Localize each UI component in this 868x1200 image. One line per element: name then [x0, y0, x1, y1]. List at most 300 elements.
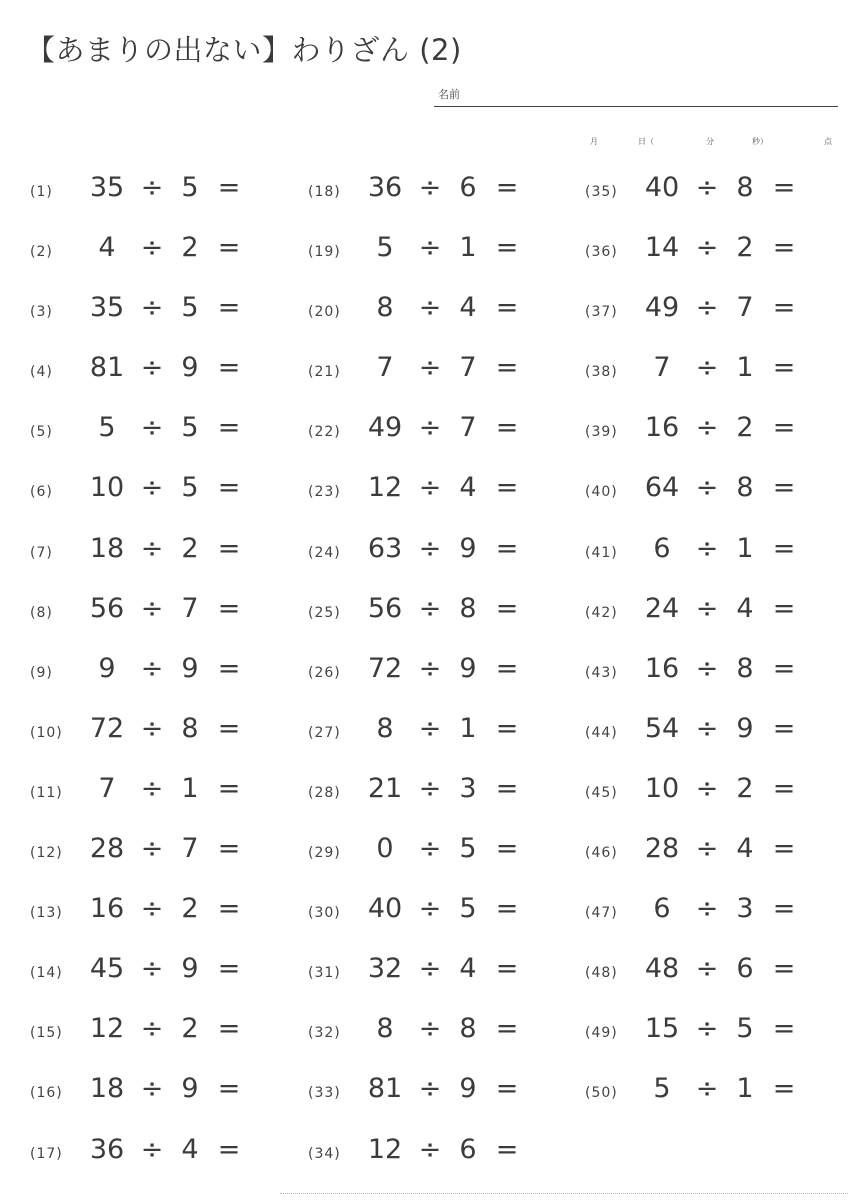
dividend: 12 [89, 1013, 125, 1045]
problem-number: (29) [308, 845, 341, 862]
problem-number: (22) [308, 424, 341, 441]
division-problem [585, 643, 855, 703]
division-sign: ÷ [140, 352, 164, 384]
division-sign: ÷ [140, 772, 164, 804]
dividend: 56 [367, 592, 403, 624]
divisor: 2 [181, 1013, 199, 1045]
equals-sign: = [495, 953, 519, 985]
problem-number: (48) [585, 965, 618, 982]
equals-sign: = [217, 652, 241, 684]
divisor: 8 [181, 712, 199, 744]
problem-number: (9) [30, 664, 53, 681]
division-sign: ÷ [418, 292, 442, 324]
division-problem [308, 1063, 578, 1123]
division-sign: ÷ [140, 532, 164, 564]
division-problem [308, 823, 578, 883]
equals-sign: = [217, 232, 241, 264]
division-problem [308, 943, 578, 1003]
division-sign: ÷ [695, 1013, 719, 1045]
dividend: 12 [367, 472, 403, 504]
dividend: 0 [376, 833, 394, 865]
minute-label: 分 [706, 137, 714, 146]
equals-sign: = [217, 833, 241, 865]
division-sign: ÷ [695, 833, 719, 865]
division-problem [30, 1124, 300, 1184]
equals-sign: = [495, 652, 519, 684]
equals-sign: = [772, 232, 796, 264]
equals-sign: = [217, 893, 241, 925]
dividend: 16 [644, 412, 680, 444]
dividend: 5 [653, 1073, 671, 1105]
score-label: 点 [824, 137, 832, 146]
divisor: 4 [736, 592, 754, 624]
dividend: 9 [98, 652, 116, 684]
date-time-score-row [580, 136, 850, 150]
divisor: 5 [181, 292, 199, 324]
problem-number: (28) [308, 784, 341, 801]
equals-sign: = [772, 833, 796, 865]
division-problem [30, 763, 300, 823]
division-problem [308, 282, 578, 342]
problem-number: (21) [308, 364, 341, 381]
dividend: 18 [89, 1073, 125, 1105]
dividend: 36 [89, 1133, 125, 1165]
equals-sign: = [772, 652, 796, 684]
division-sign: ÷ [695, 953, 719, 985]
division-problem [308, 1124, 578, 1184]
division-sign: ÷ [140, 232, 164, 264]
dividend: 24 [644, 592, 680, 624]
problem-number: (46) [585, 845, 618, 862]
name-label: 名前 [438, 88, 460, 101]
dividend: 49 [644, 292, 680, 324]
divisor: 4 [459, 472, 477, 504]
dividend: 12 [367, 1133, 403, 1165]
problem-number: (33) [308, 1085, 341, 1102]
equals-sign: = [495, 352, 519, 384]
equals-sign: = [772, 772, 796, 804]
equals-sign: = [495, 232, 519, 264]
division-sign: ÷ [418, 712, 442, 744]
division-problem [585, 763, 855, 823]
dividend: 54 [644, 712, 680, 744]
divisor: 9 [736, 712, 754, 744]
division-sign: ÷ [418, 953, 442, 985]
equals-sign: = [772, 352, 796, 384]
division-problem [30, 823, 300, 883]
equals-sign: = [217, 472, 241, 504]
dividend: 28 [644, 833, 680, 865]
problem-number: (8) [30, 604, 53, 621]
divisor: 1 [459, 232, 477, 264]
divisor: 1 [736, 352, 754, 384]
divisor: 1 [459, 712, 477, 744]
month-label: 月 [590, 137, 598, 146]
equals-sign: = [772, 592, 796, 624]
division-problem [585, 342, 855, 402]
divisor: 6 [736, 953, 754, 985]
dividend: 16 [89, 893, 125, 925]
problem-number: (23) [308, 484, 341, 501]
problem-number: (25) [308, 604, 341, 621]
divisor: 8 [459, 592, 477, 624]
divisor: 6 [459, 172, 477, 203]
division-sign: ÷ [140, 592, 164, 624]
equals-sign: = [495, 1073, 519, 1105]
equals-sign: = [217, 712, 241, 744]
problem-number: (7) [30, 544, 53, 561]
division-sign: ÷ [418, 592, 442, 624]
divisor: 4 [181, 1133, 199, 1165]
dividend: 18 [89, 532, 125, 564]
division-problem [308, 222, 578, 282]
dividend: 6 [653, 893, 671, 925]
dividend: 8 [376, 292, 394, 324]
divisor: 5 [181, 172, 199, 203]
divisor: 9 [181, 352, 199, 384]
problem-number: (30) [308, 905, 341, 922]
dividend: 35 [89, 172, 125, 203]
problem-number: (12) [30, 845, 63, 862]
division-sign: ÷ [418, 652, 442, 684]
problem-number: (24) [308, 544, 341, 561]
division-problem [30, 162, 300, 222]
problem-number: (6) [30, 484, 53, 501]
problem-column-1 [30, 162, 300, 1184]
dividend: 56 [89, 592, 125, 624]
dividend: 63 [367, 532, 403, 564]
dividend: 4 [98, 232, 116, 264]
equals-sign: = [772, 1013, 796, 1045]
dividend: 81 [367, 1073, 403, 1105]
equals-sign: = [772, 953, 796, 985]
division-problem [308, 763, 578, 823]
divisor: 5 [181, 472, 199, 504]
division-problem [308, 342, 578, 402]
division-sign: ÷ [140, 412, 164, 444]
equals-sign: = [495, 1013, 519, 1045]
dividend: 7 [653, 352, 671, 384]
division-sign: ÷ [140, 472, 164, 504]
problem-number: (45) [585, 784, 618, 801]
division-sign: ÷ [695, 592, 719, 624]
division-problem [30, 402, 300, 462]
problem-number: (20) [308, 304, 341, 321]
division-sign: ÷ [140, 652, 164, 684]
division-sign: ÷ [695, 772, 719, 804]
problem-number: (13) [30, 905, 63, 922]
dividend: 35 [89, 292, 125, 324]
division-problem [585, 703, 855, 763]
dividend: 48 [644, 953, 680, 985]
problem-number: (4) [30, 364, 53, 381]
divisor: 7 [459, 412, 477, 444]
equals-sign: = [495, 712, 519, 744]
division-sign: ÷ [418, 352, 442, 384]
divisor: 3 [736, 893, 754, 925]
problem-number: (37) [585, 304, 618, 321]
division-sign: ÷ [695, 412, 719, 444]
division-sign: ÷ [140, 292, 164, 324]
division-problem [30, 342, 300, 402]
division-problem [30, 462, 300, 522]
problem-number: (16) [30, 1085, 63, 1102]
equals-sign: = [495, 532, 519, 564]
problem-number: (2) [30, 244, 53, 261]
page-title: 【あまりの出ない】わりざん (2) [26, 33, 462, 67]
division-problem [30, 703, 300, 763]
divisor: 2 [736, 232, 754, 264]
division-problem [308, 703, 578, 763]
equals-sign: = [495, 412, 519, 444]
divisor: 4 [459, 292, 477, 324]
divisor: 5 [181, 412, 199, 444]
division-problem [585, 402, 855, 462]
division-sign: ÷ [695, 712, 719, 744]
division-problem [585, 162, 855, 222]
division-problem [585, 523, 855, 583]
dividend: 28 [89, 833, 125, 865]
division-sign: ÷ [418, 893, 442, 925]
division-sign: ÷ [695, 232, 719, 264]
problem-number: (47) [585, 905, 618, 922]
divisor: 8 [736, 472, 754, 504]
division-problem [585, 222, 855, 282]
divisor: 1 [736, 532, 754, 564]
division-sign: ÷ [695, 893, 719, 925]
divisor: 7 [181, 592, 199, 624]
divisor: 2 [181, 232, 199, 264]
problem-number: (39) [585, 424, 618, 441]
problem-number: (32) [308, 1025, 341, 1042]
divisor: 1 [181, 772, 199, 804]
division-sign: ÷ [140, 893, 164, 925]
division-problem [585, 1003, 855, 1063]
divisor: 2 [736, 772, 754, 804]
equals-sign: = [217, 1013, 241, 1045]
equals-sign: = [495, 472, 519, 504]
problem-number: (34) [308, 1145, 341, 1162]
division-problem [30, 282, 300, 342]
equals-sign: = [495, 292, 519, 324]
division-problem [30, 1003, 300, 1063]
equals-sign: = [772, 893, 796, 925]
division-problem [30, 583, 300, 643]
division-sign: ÷ [140, 1073, 164, 1105]
division-problem [30, 222, 300, 282]
division-problem [585, 282, 855, 342]
equals-sign: = [495, 772, 519, 804]
problem-number: (5) [30, 424, 53, 441]
dividend: 72 [367, 652, 403, 684]
problem-number: (27) [308, 724, 341, 741]
equals-sign: = [495, 833, 519, 865]
division-sign: ÷ [418, 532, 442, 564]
division-sign: ÷ [695, 292, 719, 324]
divisor: 7 [736, 292, 754, 324]
divisor: 7 [459, 352, 477, 384]
equals-sign: = [217, 172, 241, 203]
name-field[interactable] [434, 84, 838, 107]
division-sign: ÷ [140, 1133, 164, 1165]
division-problem [585, 823, 855, 883]
divisor: 9 [181, 652, 199, 684]
dividend: 5 [376, 232, 394, 264]
equals-sign: = [772, 1073, 796, 1105]
equals-sign: = [217, 772, 241, 804]
division-problem [308, 162, 578, 222]
division-problem [585, 943, 855, 1003]
problem-number: (3) [30, 304, 53, 321]
divisor: 9 [459, 1073, 477, 1105]
dividend: 21 [367, 772, 403, 804]
division-sign: ÷ [140, 1013, 164, 1045]
equals-sign: = [495, 172, 519, 203]
equals-sign: = [217, 953, 241, 985]
equals-sign: = [217, 1073, 241, 1105]
division-problem [30, 883, 300, 943]
divisor: 2 [736, 412, 754, 444]
divisor: 9 [459, 532, 477, 564]
footer-divider [280, 1193, 848, 1198]
dividend: 10 [89, 472, 125, 504]
equals-sign: = [217, 1133, 241, 1165]
problem-number: (41) [585, 544, 618, 561]
division-sign: ÷ [140, 833, 164, 865]
dividend: 7 [98, 772, 116, 804]
division-sign: ÷ [140, 712, 164, 744]
divisor: 5 [459, 833, 477, 865]
problem-number: (50) [585, 1085, 618, 1102]
division-sign: ÷ [418, 1133, 442, 1165]
divisor: 2 [181, 532, 199, 564]
divisor: 8 [736, 652, 754, 684]
equals-sign: = [217, 592, 241, 624]
dividend: 14 [644, 232, 680, 264]
division-problem [308, 643, 578, 703]
problem-number: (14) [30, 965, 63, 982]
problem-column-2 [308, 162, 578, 1184]
dividend: 72 [89, 712, 125, 744]
dividend: 36 [367, 172, 403, 203]
dividend: 64 [644, 472, 680, 504]
dividend: 45 [89, 953, 125, 985]
problem-number: (18) [308, 184, 341, 200]
division-problem [585, 583, 855, 643]
division-sign: ÷ [418, 472, 442, 504]
dividend: 40 [644, 172, 680, 203]
problem-number: (38) [585, 364, 618, 381]
dividend: 7 [376, 352, 394, 384]
divisor: 8 [736, 172, 754, 203]
problem-number: (19) [308, 244, 341, 261]
equals-sign: = [495, 893, 519, 925]
problem-number: (40) [585, 484, 618, 501]
equals-sign: = [772, 472, 796, 504]
divisor: 5 [736, 1013, 754, 1045]
divisor: 1 [736, 1073, 754, 1105]
problem-number: (26) [308, 664, 341, 681]
division-sign: ÷ [695, 652, 719, 684]
problem-number: (42) [585, 604, 618, 621]
division-sign: ÷ [140, 953, 164, 985]
problem-number: (43) [585, 664, 618, 681]
dividend: 8 [376, 712, 394, 744]
second-label: 秒） [752, 137, 768, 146]
divisor: 6 [459, 1133, 477, 1165]
divisor: 7 [181, 833, 199, 865]
division-problem [585, 883, 855, 943]
divisor: 8 [459, 1013, 477, 1045]
division-problem [30, 523, 300, 583]
divisor: 5 [459, 893, 477, 925]
dividend: 8 [376, 1013, 394, 1045]
division-problem [308, 402, 578, 462]
divisor: 3 [459, 772, 477, 804]
day-label: 日（ [638, 137, 654, 146]
problem-number: (31) [308, 965, 341, 982]
equals-sign: = [772, 172, 796, 203]
division-sign: ÷ [418, 833, 442, 865]
division-sign: ÷ [418, 1013, 442, 1045]
problem-number: (35) [585, 184, 618, 200]
equals-sign: = [217, 292, 241, 324]
division-problem [585, 462, 855, 522]
equals-sign: = [495, 592, 519, 624]
division-problem [308, 883, 578, 943]
division-problem [308, 523, 578, 583]
equals-sign: = [772, 712, 796, 744]
division-sign: ÷ [418, 772, 442, 804]
division-sign: ÷ [695, 172, 719, 203]
division-problem [30, 1063, 300, 1123]
division-sign: ÷ [418, 172, 442, 203]
division-problem [585, 1063, 855, 1123]
equals-sign: = [217, 412, 241, 444]
divisor: 9 [181, 953, 199, 985]
problem-number: (44) [585, 724, 618, 741]
division-sign: ÷ [695, 1073, 719, 1105]
equals-sign: = [772, 412, 796, 444]
equals-sign: = [772, 532, 796, 564]
division-problem [308, 462, 578, 522]
dividend: 81 [89, 352, 125, 384]
problem-number: (49) [585, 1025, 618, 1042]
problem-number: (1) [30, 184, 53, 200]
divisor: 9 [459, 652, 477, 684]
division-sign: ÷ [418, 412, 442, 444]
equals-sign: = [772, 292, 796, 324]
problem-number: (10) [30, 724, 63, 741]
dividend: 5 [98, 412, 116, 444]
equals-sign: = [217, 532, 241, 564]
division-sign: ÷ [695, 532, 719, 564]
division-sign: ÷ [695, 472, 719, 504]
dividend: 15 [644, 1013, 680, 1045]
division-sign: ÷ [418, 1073, 442, 1105]
equals-sign: = [495, 1133, 519, 1165]
division-problem [308, 1003, 578, 1063]
problem-number: (15) [30, 1025, 63, 1042]
division-problem [308, 583, 578, 643]
division-problem [30, 943, 300, 1003]
dividend: 16 [644, 652, 680, 684]
division-sign: ÷ [140, 172, 164, 203]
division-sign: ÷ [418, 232, 442, 264]
dividend: 6 [653, 532, 671, 564]
divisor: 9 [181, 1073, 199, 1105]
dividend: 10 [644, 772, 680, 804]
